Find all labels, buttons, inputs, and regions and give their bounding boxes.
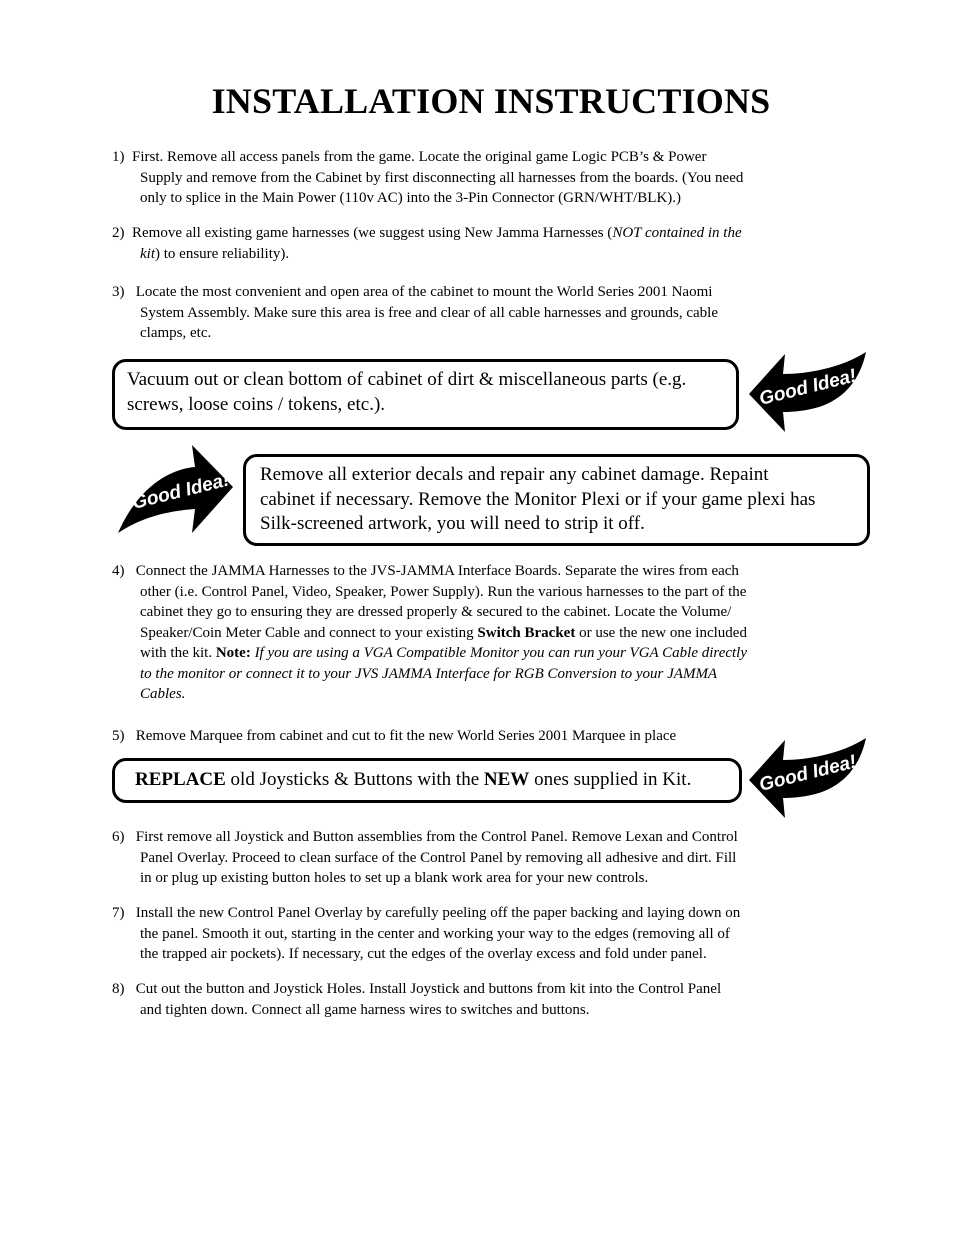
step-1-line-3: only to splice in the Main Power (110v AC) into the 3-Pin Connector (GRN/WHT/BLK).)	[140, 190, 682, 206]
curved-arrow-icon	[745, 350, 870, 435]
step-1	[112, 147, 842, 209]
good-idea-badge-2	[112, 443, 237, 538]
step-2-line-1: 2) Remove all existing game harnesses (we suggest using New Jamma Harnesses (NOT contained in the	[112, 225, 742, 241]
step-7-line-1: 7) Install the new Control Panel Overlay by carefully peeling off the paper backing and laying down on	[112, 905, 741, 921]
step-4	[112, 561, 842, 705]
good-idea-label: Good Idea!	[757, 751, 859, 796]
step-4-line-6: to the monitor or connect it to your JVS JAMMA Interface for RGB Conversion to your JAMMA	[140, 665, 718, 682]
good-idea-label: Good Idea!	[757, 365, 859, 410]
step-6	[112, 827, 842, 889]
good-idea-label: Good Idea!	[130, 469, 232, 514]
step-5-line-1: 5) Remove Marquee from cabinet and cut to fit the new World Series 2001 Marquee in place	[112, 728, 677, 744]
step-7	[112, 903, 842, 965]
step-1-line-1: 1) First. Remove all access panels from the game. Locate the original game Logic PCB’s & Power	[112, 149, 707, 165]
step-8-line-2: and tighten down. Connect all game harness wires to switches and buttons.	[140, 1001, 590, 1018]
tip-1-line-2: screws, loose coins / tokens, etc.).	[127, 393, 386, 415]
step-4-line-3: cabinet they go to ensuring they are dressed properly & secured to the cabinet. Locate the Volume/	[140, 604, 732, 620]
good-idea-badge-1	[745, 350, 870, 435]
step-3-line-1: 3) Locate the most convenient and open area of the cabinet to mount the World Series 2001 Naomi	[112, 284, 713, 300]
step-3-line-2: System Assembly. Make sure this area is free and clear of all cable harnesses and grounds, cable	[140, 304, 718, 321]
curved-arrow-icon	[112, 443, 237, 538]
tip-2-line-3: Silk-screened artwork, you will need to strip it off.	[260, 513, 645, 534]
step-1-line-2: Supply and remove from the Cabinet by first disconnecting all harnesses from the boards. (You need	[140, 169, 744, 186]
step-4-line-5: with the kit. Note: If you are using a VGA Compatible Monitor you can run your VGA Cable directly	[140, 645, 747, 661]
tip-2-line-2: cabinet if necessary. Remove the Monitor Plexi or if your game plexi has	[260, 488, 816, 510]
step-6-line-1: 6) First remove all Joystick and Button assemblies from the Control Panel. Remove Lexan and Control	[112, 829, 738, 845]
good-idea-badge-3	[745, 736, 870, 821]
step-2-line-2: kit) to ensure reliability).	[140, 245, 290, 262]
step-5	[112, 726, 842, 747]
tip-box-vacuum	[112, 359, 739, 430]
curved-arrow-icon	[745, 736, 870, 821]
page-title: INSTALLATION INSTRUCTIONS	[211, 81, 771, 121]
tip-box-decals	[243, 454, 870, 546]
tip-2-line-1: Remove all exterior decals and repair any cabinet damage. Repaint	[260, 464, 769, 485]
step-2	[112, 223, 842, 264]
step-3	[112, 282, 842, 344]
step-6-line-3: in or plug up existing button holes to set up a blank work area for your new controls.	[140, 870, 649, 886]
step-8-line-1: 8) Cut out the button and Joystick Holes. Install Joystick and buttons from kit into the Control Panel	[112, 981, 722, 997]
tip-1-line-1: Vacuum out or clean bottom of cabinet of dirt & miscellaneous parts (e.g.	[127, 369, 687, 390]
step-4-line-4: Speaker/Coin Meter Cable and connect to your existing Switch Bracket or use the new one included	[140, 624, 747, 641]
tip-3-text: REPLACE old Joysticks & Buttons with the NEW ones supplied in Kit.	[135, 769, 692, 790]
step-6-line-2: Panel Overlay. Proceed to clean surface of the Control Panel by removing all adhesive and dirt. Fill	[140, 849, 737, 866]
tip-box-replace	[112, 758, 742, 803]
step-7-line-3: the trapped air pockets). If necessary, cut the edges of the overlay excess and fold under panel.	[140, 946, 707, 962]
step-7-line-2: the panel. Smooth it out, starting in the center and working your way to the edges (removing all of	[140, 925, 730, 942]
step-3-line-3: clamps, etc.	[140, 325, 212, 341]
step-8	[112, 979, 842, 1020]
step-4-line-7: Cables.	[140, 686, 186, 702]
step-4-line-2: other (i.e. Control Panel, Video, Speaker, Power Supply). Run the various harnesses to the part of the	[140, 583, 747, 600]
step-4-line-1: 4) Connect the JAMMA Harnesses to the JVS-JAMMA Interface Boards. Separate the wires from each	[112, 563, 739, 579]
